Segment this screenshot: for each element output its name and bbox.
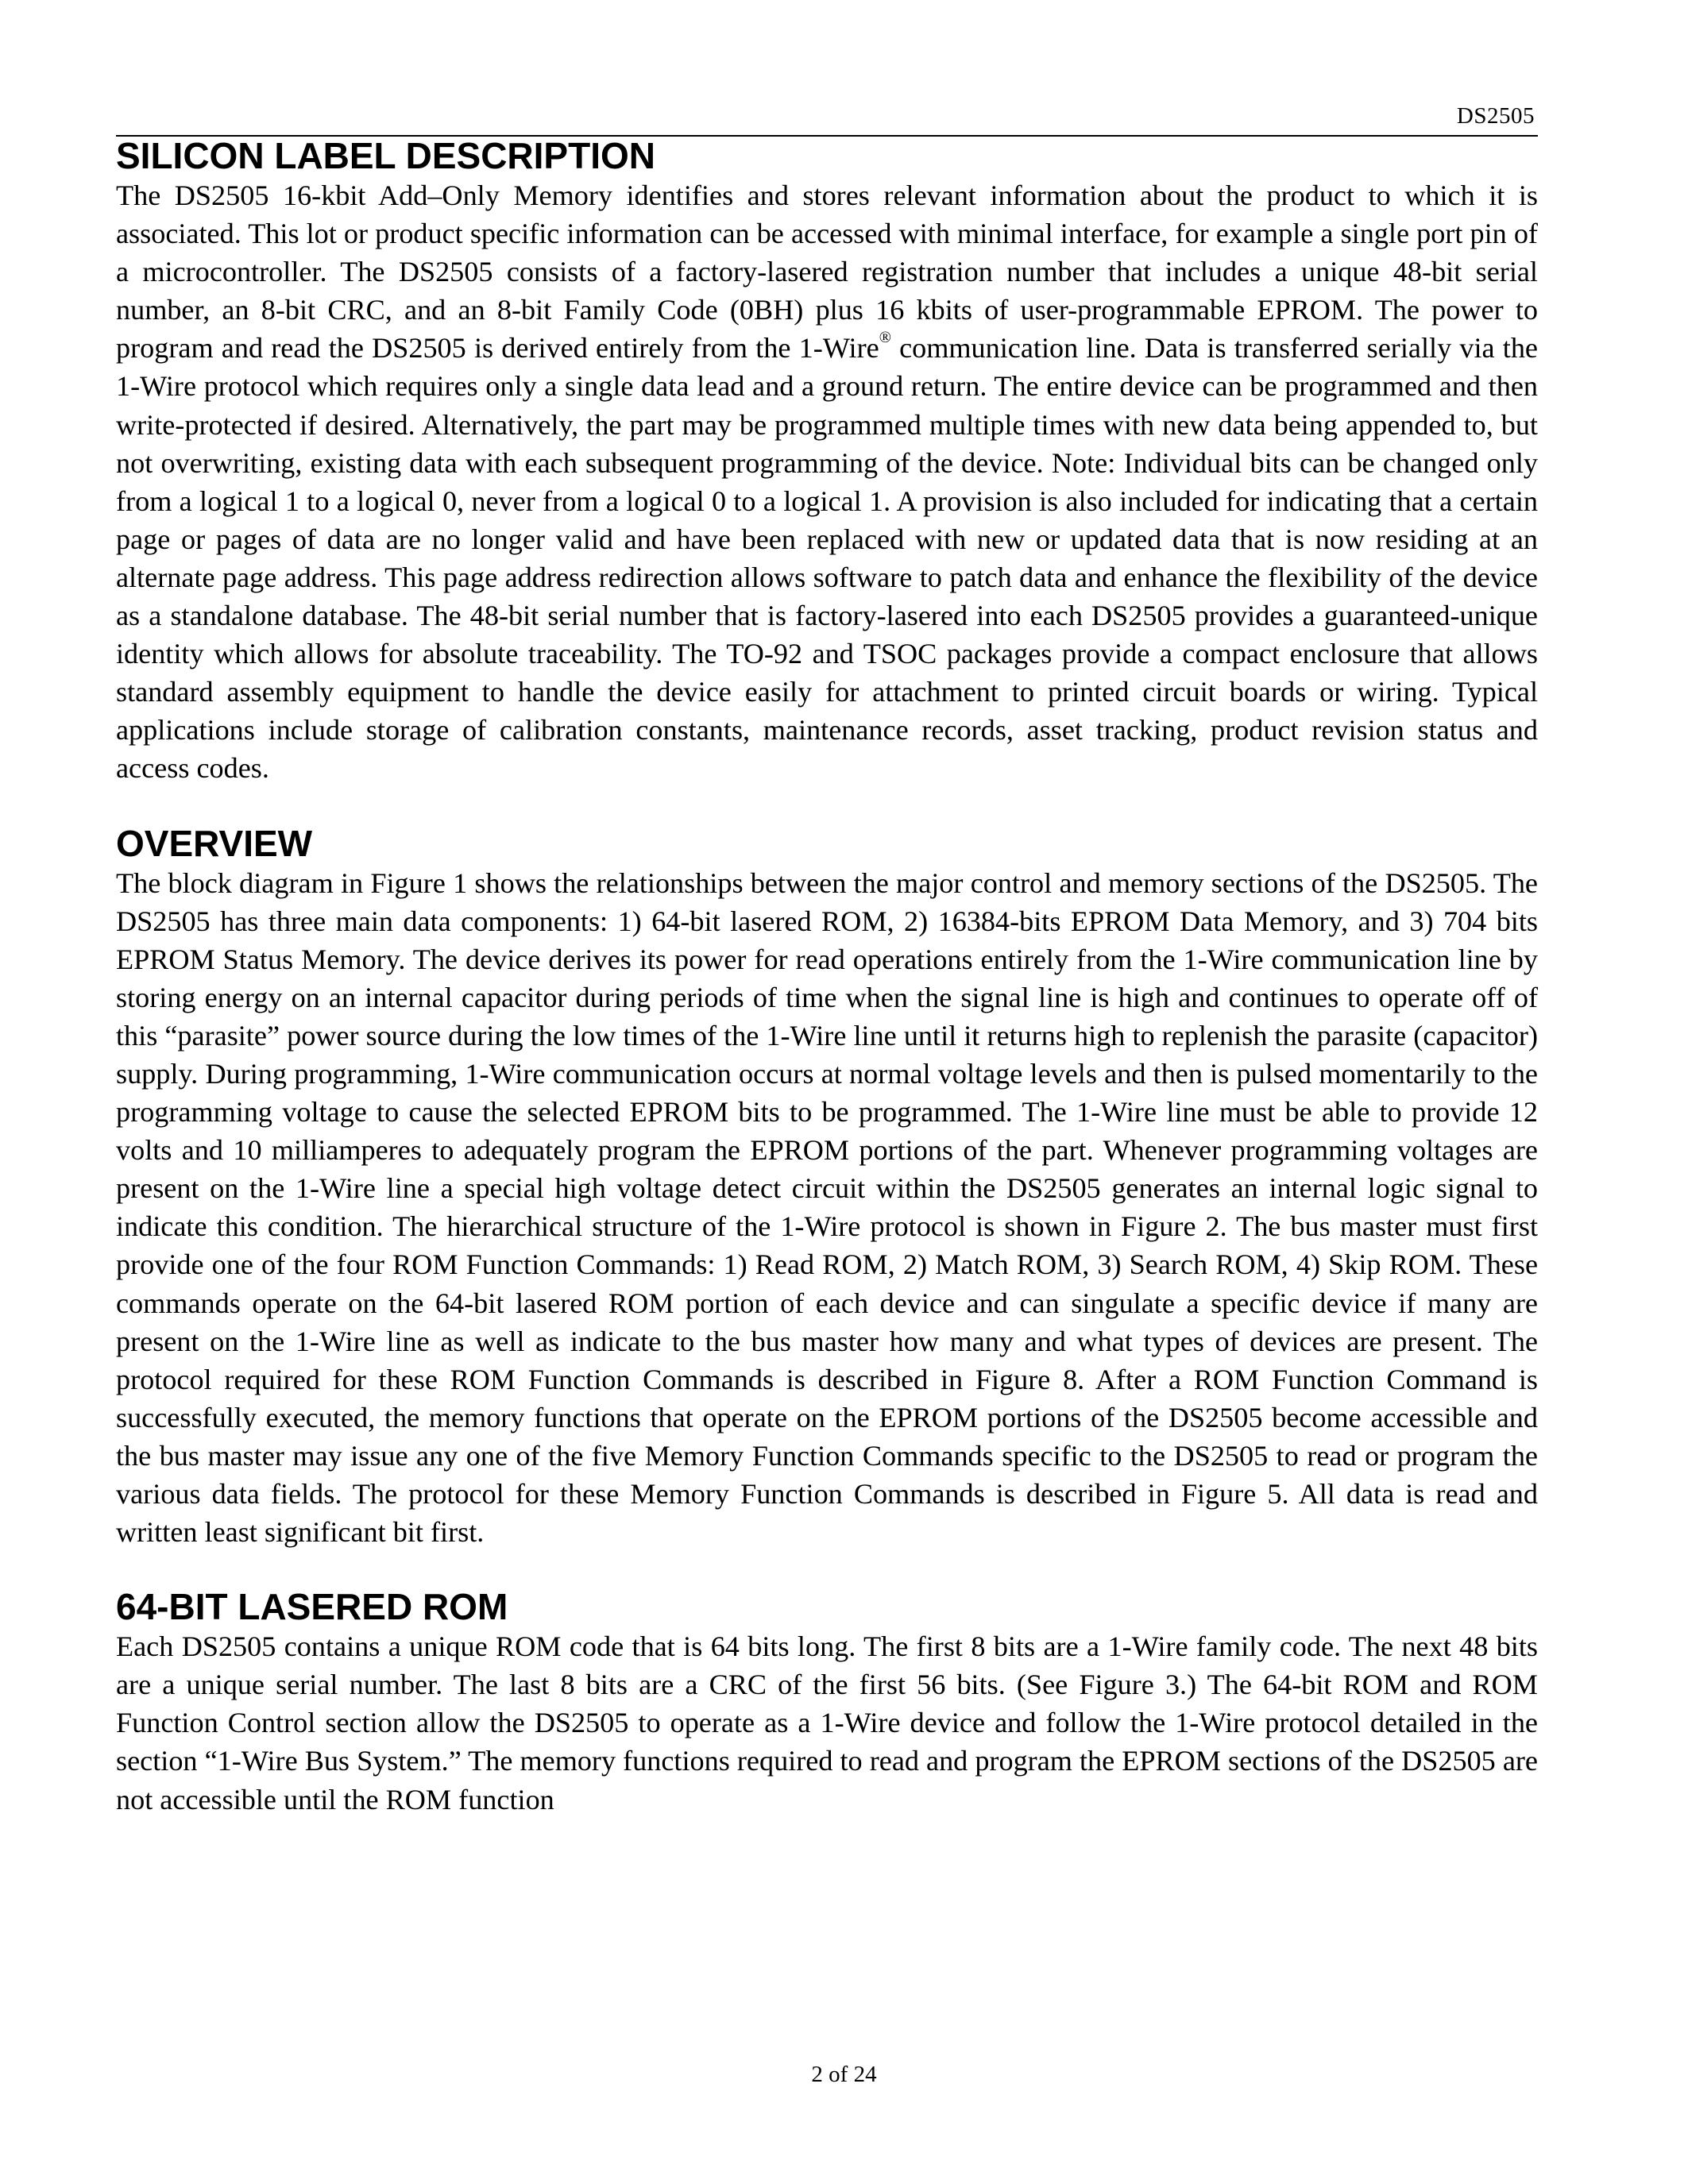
section-title: OVERVIEW — [116, 822, 313, 864]
section-title: 64-BIT LASERED ROM — [116, 1586, 508, 1628]
section-paragraph — [116, 176, 1538, 788]
section-title: SILICON LABEL DESCRIPTION — [116, 135, 655, 176]
page-number: 2 of 24 — [811, 2062, 877, 2087]
paragraph-text: communication line. Data is transferred serially via the 1-Wire protocol which requires only a single data lead and a ground return. The entire device can be programmed and then write-protected if desired. Alternatively, the part may be programmed multiple times with new data being appended to, but not overwriting, existing data with each subsequent programming of the device. Note: Individual bits can be changed only from a logical 1 to a logical 0, never from a logical 0 to a logical 1. A provision is also included for indicating that a certain page or pages of data are no longer valid and have been replaced with new or updated data that is now residing at an alternate page address. This page address redirection allows software to patch data and enhance the flexibility of the device as a standalone database. The 48-bit serial number that is factory-lasered into each DS2505 provides a guaranteed-unique identity which allows for absolute traceability. The TO-92 and TSOC packages provide a compact enclosure that allows standard assembly equipment to handle the device easily for attachment to printed circuit boards or wiring. Typical applications include storage of calibration constants, maintenance records, asset tracking, product revision status and access codes. — [116, 332, 1538, 785]
document-id: DS2505 — [1456, 103, 1535, 129]
section-spacer — [116, 1551, 1538, 1586]
paragraph-text: The DS2505 16-kbit Add–Only Memory identifies and stores relevant information about the product to which it is associated. This lot or product specific information can be accessed with minimal interface, for example a single port pin of a microcontroller. The DS2505 consists of a factory-lasered registration number that includes a unique 48-bit serial number, an 8-bit CRC, and an 8-bit Family Code (0BH) plus 16 kbits of user-programmable EPROM. The power to program and read the DS2505 is derived entirely from the 1-Wire — [116, 179, 1538, 365]
section-overview — [116, 823, 1538, 1552]
section-spacer — [116, 788, 1538, 823]
page-content — [116, 135, 1538, 1819]
section-silicon-label-description — [116, 135, 1538, 788]
section-paragraph: The block diagram in Figure 1 shows the relationships between the major control and memory sections of the DS2505. The DS2505 has three main data components: 1) 64-bit lasered ROM, 2) 16384-bits EPROM Data Memory, and 3) 704 bits EPROM Status Memory. The device derives its power for read operations entirely from the 1-Wire communication line by storing energy on an internal capacitor during periods of time when the signal line is high and continues to operate off of this “parasite” power source during the low times of the 1-Wire line until it returns high to replenish the parasite (capacitor) supply. During programming, 1-Wire communication occurs at normal voltage levels and then is pulsed momentarily to the programming voltage to cause the selected EPROM bits to be programmed. The 1-Wire line must be able to provide 12 volts and 10 milliamperes to adequately program the EPROM portions of the part. Whenever programming voltages are present on the 1-Wire line a special high voltage detect circuit within the DS2505 generates an internal logic signal to indicate this condition. The hierarchical structure of the 1-Wire protocol is shown in Figure 2. The bus master must first provide one of the four ROM Function Commands: 1) Read ROM, 2) Match ROM, 3) Search ROM, 4) Skip ROM. These commands operate on the 64-bit lasered ROM portion of each device and can singulate a specific device if many are present on the 1-Wire line as well as indicate to the bus master how many and what types of devices are present. The protocol required for these ROM Function Commands is described in Figure 8. After a ROM Function Command is successfully executed, the memory functions that operate on the EPROM portions of the DS2505 become accessible and the bus master may issue any one of the five Memory Function Commands specific to the DS2505 to read or program the various data fields. The protocol for these Memory Function Commands is described in Figure 5. All data is read and written least significant bit first. — [116, 866, 1538, 1549]
section-paragraph: Each DS2505 contains a unique ROM code that is 64 bits long. The first 8 bits are a 1-Wire family code. The next 48 bits are a unique serial number. The last 8 bits are a CRC of the first 56 bits. (See Figure 3.) The 64-bit ROM and ROM Function Control section allow the DS2505 to operate as a 1-Wire device and follow the 1-Wire protocol detailed in the section “1-Wire Bus System.” The memory functions required to read and program the EPROM sections of the DS2505 are not accessible until the ROM function — [116, 1630, 1538, 1815]
page-header — [116, 98, 1538, 137]
section-64-bit-lasered-rom — [116, 1586, 1538, 1818]
registered-trademark-mark: ® — [879, 329, 891, 347]
